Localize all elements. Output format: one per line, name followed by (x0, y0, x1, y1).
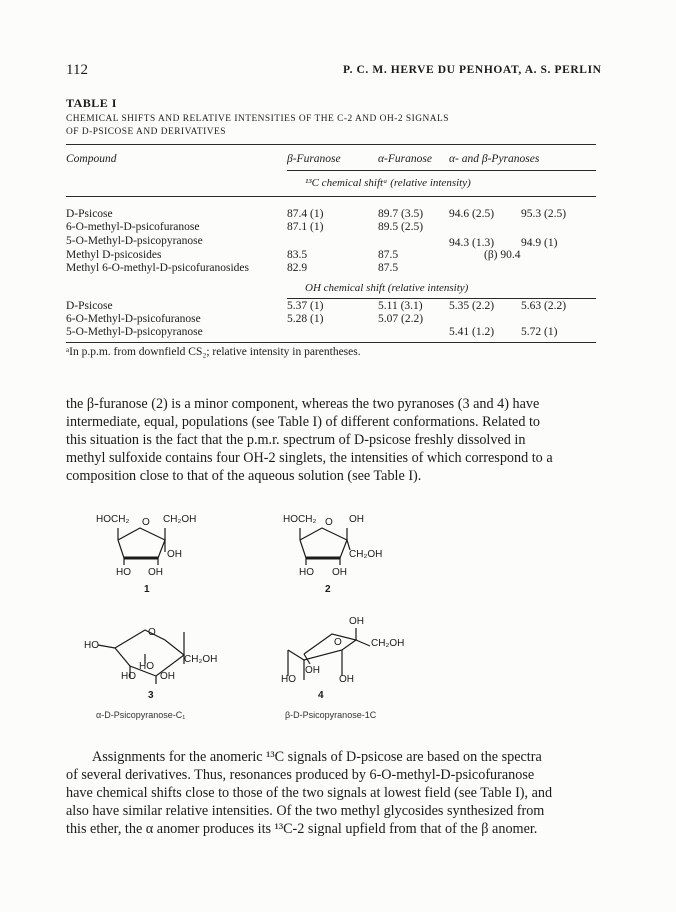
paragraph-line: Assignments for the anomeric ¹³C signals of D-psicose are based on the spectra (92, 749, 542, 765)
label-oh: OH (167, 549, 182, 560)
compound-number: 1 (144, 584, 150, 595)
row-name: 5-O-Methyl-D-psicopyranose (66, 326, 203, 338)
subheader-13c: ¹³C chemical shiftᵃ (relative intensity) (305, 177, 471, 189)
compound-number: 2 (325, 584, 331, 595)
cell-value: 89.5 (2.5) (378, 221, 424, 233)
label-ring-o: O (148, 627, 156, 638)
row-name: Methyl D-psicosides (66, 249, 162, 261)
running-head: P. C. M. HERVE DU PENHOAT, A. S. PERLIN (343, 64, 602, 76)
handwritten-note: β-D-Psicopyranose-1C (285, 710, 377, 720)
table-top-rule (66, 144, 596, 145)
row-name: D-Psicose (66, 208, 113, 220)
label-ho: HO (84, 640, 99, 651)
cell-value: 94.3 (1.3) (449, 237, 495, 249)
label-oh: OH (339, 674, 354, 685)
label-oh: OH (148, 567, 163, 578)
row-name: 5-O-Methyl-D-psicopyranose (66, 235, 203, 247)
label-oh: OH (160, 671, 175, 682)
table-footnote: ᵃIn p.p.m. from downfield CS₂; relative intensity in parentheses. (66, 346, 361, 358)
label-oh: OH (349, 616, 364, 627)
table-caption-line2: OF D-PSICOSE AND DERIVATIVES (66, 127, 226, 137)
cell-value: 95.3 (2.5) (521, 208, 567, 220)
paragraph-line: of several derivatives. Thus, resonances produced by 6-O-methyl-D-psicofuranose (66, 767, 535, 783)
label-ho: HO (139, 661, 154, 672)
page-number: 112 (66, 62, 88, 78)
cell-value: 5.35 (2.2) (449, 300, 495, 312)
cell-value: (β) 90.4 (484, 249, 521, 261)
label-hoch2: HOCH₂ (283, 514, 317, 525)
label-ch2oh: CH₂OH (163, 514, 197, 525)
label-oh: OH (332, 567, 347, 578)
subheader-oh: OH chemical shift (relative intensity) (305, 282, 469, 294)
header-bottom-rule (66, 196, 596, 197)
label-ho: HO (116, 567, 131, 578)
paragraph-line: the β-furanose (2) is a minor component, whereas the two pyranoses (3 and 4) have (66, 396, 540, 412)
label-oh: OH (305, 665, 320, 676)
structure-4-chair (288, 628, 370, 680)
cell-value: 87.5 (378, 249, 399, 261)
cell-value: 87.1 (1) (287, 221, 324, 233)
header-sub-rule (287, 170, 596, 171)
col-pyranoses: α- and β-Pyranoses (449, 153, 540, 165)
label-ring-o: O (325, 517, 333, 528)
col-alpha-furanose: α-Furanose (378, 153, 432, 165)
label-ring-o: O (142, 517, 150, 528)
label-ch2oh: CH₂OH (371, 638, 405, 649)
oh-sub-rule (287, 298, 596, 299)
cell-value: 5.63 (2.2) (521, 300, 567, 312)
row-name: 6-O-Methyl-D-psicofuranose (66, 313, 201, 325)
paragraph-line: methyl sulfoxide contains four OH-2 singlets, the intensities of which correspond to a (66, 450, 553, 466)
cell-value: 5.28 (1) (287, 313, 324, 325)
structure-2-ring (300, 528, 350, 565)
label-ho: HO (299, 567, 314, 578)
label-ring-o: O (334, 637, 342, 648)
col-beta-furanose: β-Furanose (287, 153, 341, 165)
paragraph-line: this ether, the α anomer produces its ¹³C-2 signal upfield from that of the β anomer. (66, 821, 538, 837)
row-name: Methyl 6-O-methyl-D-psicofuranosides (66, 262, 250, 274)
table-label: TABLE I (66, 96, 117, 110)
cell-value: 87.4 (1) (287, 208, 324, 220)
label-ch2oh: CH₂OH (184, 654, 218, 665)
cell-value: 5.07 (2.2) (378, 313, 424, 325)
row-name: 6-O-methyl-D-psicofuranose (66, 221, 200, 233)
cell-value: 94.6 (2.5) (449, 208, 495, 220)
label-ch2oh: CH₂OH (349, 549, 383, 560)
cell-value: 5.41 (1.2) (449, 326, 495, 338)
label-ho: HO (281, 674, 296, 685)
paragraph-line: have chemical shifts close to those of the two signals at lowest field (see Table I), and (66, 785, 553, 801)
paragraph-line: intermediate, equal, populations (see Table I) of different conformations. Related to (66, 414, 540, 430)
cell-value: 5.37 (1) (287, 300, 324, 312)
table-caption-line1: CHEMICAL SHIFTS AND RELATIVE INTENSITIES OF THE C-2 AND OH-2 SIGNALS (66, 114, 449, 124)
label-oh: OH (349, 514, 364, 525)
compound-number: 4 (318, 690, 324, 701)
label-hoch2: HOCH₂ (96, 514, 130, 525)
compound-number: 3 (148, 690, 154, 701)
handwritten-note: α-D-Psicopyranose-C₁ (96, 710, 186, 720)
table-bottom-rule (66, 342, 596, 343)
paragraph-line: composition close to that of the aqueous solution (see Table I). (66, 468, 422, 484)
col-compound: Compound (66, 153, 117, 165)
cell-value: 83.5 (287, 249, 308, 261)
paragraph-line: this situation is the fact that the p.m.r. spectrum of D-psicose freshly dissolved in (66, 432, 526, 448)
cell-value: 5.11 (3.1) (378, 300, 423, 312)
cell-value: 5.72 (1) (521, 326, 558, 338)
structure-1-ring (118, 528, 165, 565)
row-name: D-Psicose (66, 300, 113, 312)
cell-value: 82.9 (287, 262, 308, 274)
label-ho: HO (121, 671, 136, 682)
cell-value: 87.5 (378, 262, 399, 274)
cell-value: 89.7 (3.5) (378, 208, 424, 220)
cell-value: 94.9 (1) (521, 237, 558, 249)
paragraph-line: also have similar relative intensities. Of the two methyl glycosides synthesized from (66, 803, 545, 819)
